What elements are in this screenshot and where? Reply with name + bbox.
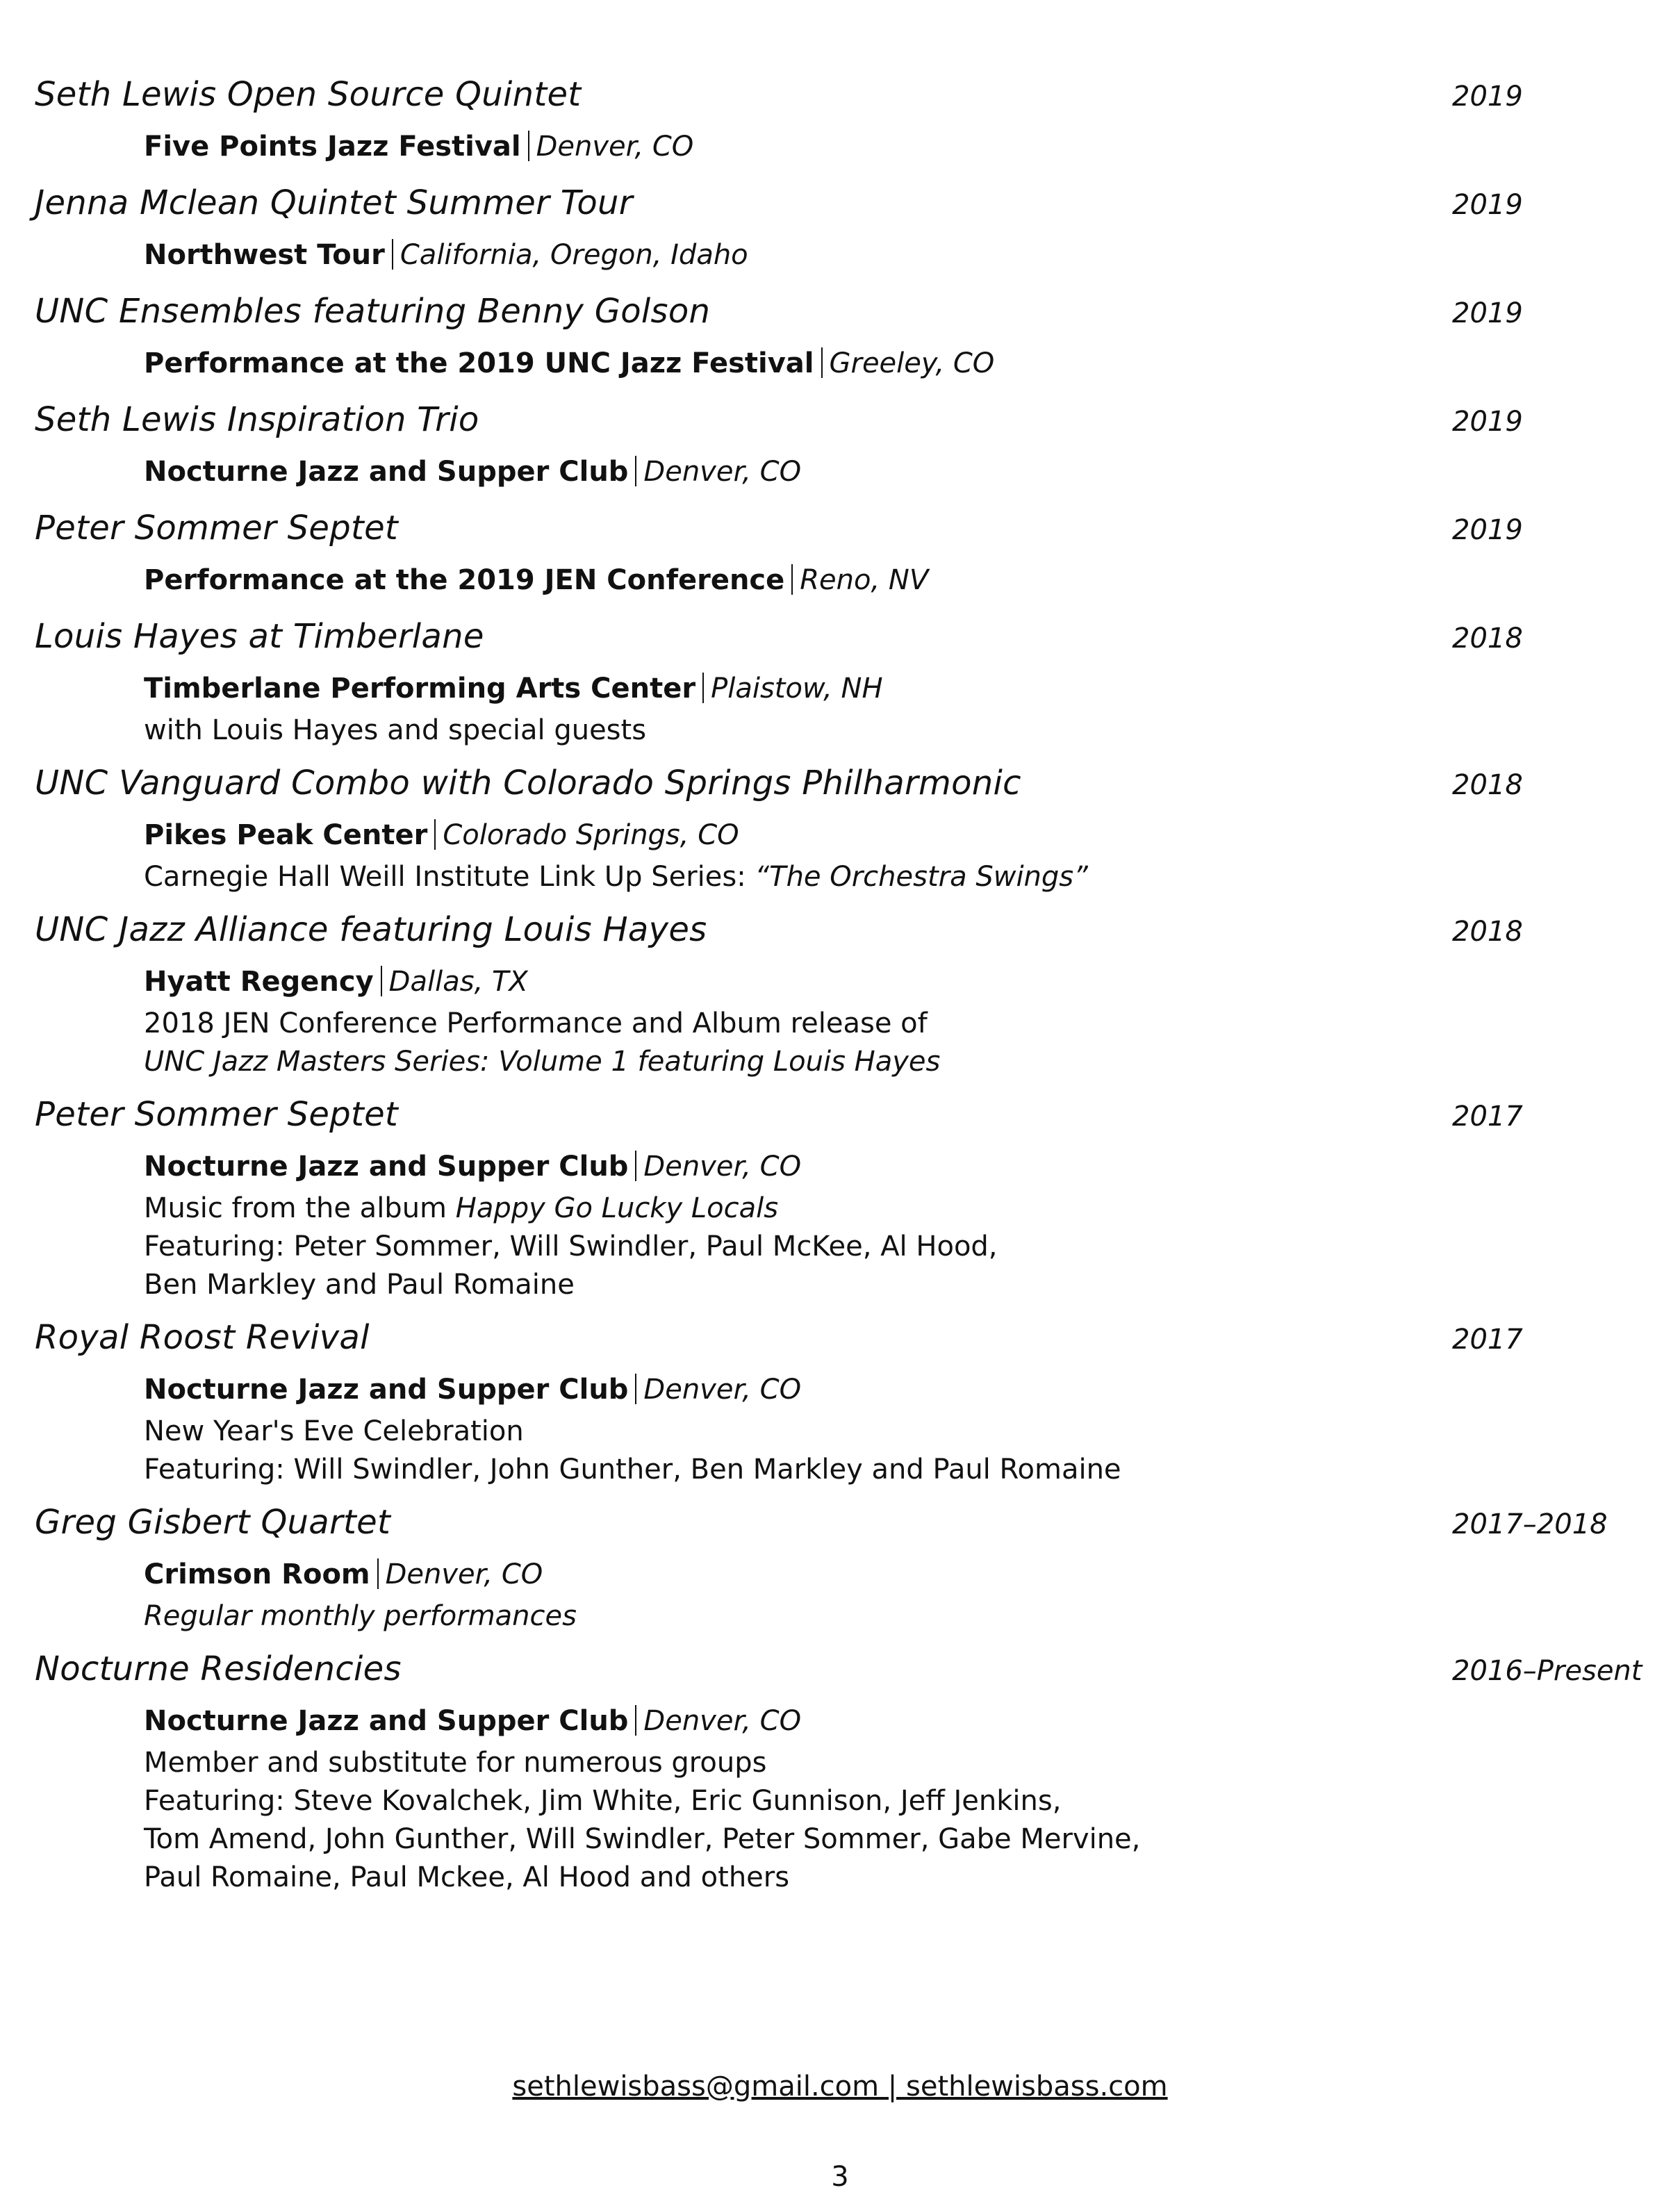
divider bbox=[635, 1151, 636, 1181]
entry-title: Peter Sommer Septet bbox=[35, 509, 399, 548]
divider bbox=[377, 1558, 379, 1589]
venue-line bbox=[144, 812, 1661, 858]
entry-detail-line bbox=[144, 1744, 1661, 1782]
entry-title: Nocturne Residencies bbox=[35, 1649, 402, 1688]
venue-line bbox=[144, 1552, 1661, 1597]
divider bbox=[635, 1374, 636, 1404]
entry-year: 2019 bbox=[1452, 189, 1523, 221]
entry-detail-line bbox=[144, 1413, 1661, 1451]
performance-entry bbox=[35, 75, 1661, 170]
entry-detail-line bbox=[144, 1820, 1661, 1859]
entry-detail-line bbox=[144, 1782, 1661, 1820]
entry-detail-line bbox=[144, 1266, 1661, 1304]
venue-location: Plaistow, NH bbox=[711, 673, 883, 705]
page-number: 3 bbox=[831, 2161, 849, 2193]
entry-header bbox=[35, 183, 1661, 232]
entry-detail-line bbox=[144, 1859, 1661, 1897]
divider bbox=[791, 564, 793, 595]
venue-name: Nocturne Jazz and Supper Club bbox=[144, 1705, 629, 1737]
entry-year: 2019 bbox=[1452, 81, 1523, 113]
divider bbox=[434, 819, 436, 850]
entry-detail-line bbox=[144, 858, 1661, 896]
entry-header bbox=[35, 400, 1661, 449]
entry-year: 2016–Present bbox=[1452, 1655, 1642, 1687]
performance-entry bbox=[35, 764, 1661, 896]
entry-title: UNC Jazz Alliance featuring Louis Hayes bbox=[35, 910, 707, 949]
entry-year: 2019 bbox=[1452, 406, 1523, 438]
venue-name: Northwest Tour bbox=[144, 239, 385, 271]
performance-entry bbox=[35, 617, 1661, 750]
entry-title: Greg Gisbert Quartet bbox=[35, 1503, 391, 1542]
entry-header bbox=[35, 764, 1661, 812]
entry-title: Seth Lewis Inspiration Trio bbox=[35, 400, 479, 439]
venue-name: Five Points Jazz Festival bbox=[144, 131, 521, 163]
entry-header bbox=[35, 1649, 1661, 1698]
performance-entry bbox=[35, 400, 1661, 495]
entry-year: 2018 bbox=[1452, 623, 1523, 655]
detail-text: Featuring: Steve Kovalchek, Jim White, Eric Gunnison, Jeff Jenkins, bbox=[144, 1785, 1062, 1817]
divider bbox=[381, 966, 382, 996]
detail-text: with Louis Hayes and special guests bbox=[144, 714, 647, 746]
performance-entry bbox=[35, 1649, 1661, 1897]
venue-name: Performance at the 2019 JEN Conference bbox=[144, 564, 785, 596]
entry-year: 2019 bbox=[1452, 514, 1523, 546]
venue-location: California, Oregon, Idaho bbox=[400, 239, 748, 271]
divider bbox=[821, 347, 823, 378]
venue-line bbox=[144, 1144, 1661, 1190]
entry-title: UNC Vanguard Combo with Colorado Springs Philharmonic bbox=[35, 764, 1021, 803]
entry-title: Peter Sommer Septet bbox=[35, 1095, 399, 1134]
detail-italic-text: Regular monthly performances bbox=[144, 1600, 577, 1632]
performance-entry bbox=[35, 1503, 1661, 1636]
venue-location: Colorado Springs, CO bbox=[443, 819, 739, 851]
venue-location: Denver, CO bbox=[643, 1705, 802, 1737]
venue-name: Performance at the 2019 UNC Jazz Festival bbox=[144, 347, 814, 379]
entry-year: 2017 bbox=[1452, 1101, 1523, 1133]
entry-header bbox=[35, 292, 1661, 340]
performance-entry bbox=[35, 292, 1661, 386]
entry-year: 2018 bbox=[1452, 769, 1523, 801]
detail-text: Featuring: Peter Sommer, Will Swindler, Paul McKee, Al Hood, bbox=[144, 1231, 998, 1262]
entry-detail-line bbox=[144, 1228, 1661, 1266]
venue-name: Hyatt Regency bbox=[144, 966, 374, 998]
performance-entry bbox=[35, 509, 1661, 603]
performance-entry bbox=[35, 910, 1661, 1081]
entry-title: Royal Roost Revival bbox=[35, 1318, 370, 1357]
venue-name: Nocturne Jazz and Supper Club bbox=[144, 1374, 629, 1406]
entry-detail-line bbox=[144, 1043, 1661, 1081]
detail-text: Tom Amend, John Gunther, Will Swindler, Peter Sommer, Gabe Mervine, bbox=[144, 1823, 1141, 1855]
venue-line bbox=[144, 1698, 1661, 1744]
venue-location: Denver, CO bbox=[385, 1558, 543, 1590]
detail-italic-text: UNC Jazz Masters Series: Volume 1 featuring Louis Hayes bbox=[144, 1046, 941, 1078]
detail-text: Music from the album bbox=[144, 1192, 456, 1224]
venue-location: Denver, CO bbox=[643, 1151, 802, 1183]
entry-year: 2017–2018 bbox=[1452, 1508, 1608, 1540]
venue-line bbox=[144, 666, 1661, 711]
entry-header bbox=[35, 1318, 1661, 1367]
entry-detail-line bbox=[144, 1005, 1661, 1043]
divider bbox=[392, 239, 393, 270]
venue-line bbox=[144, 449, 1661, 495]
entry-header bbox=[35, 617, 1661, 666]
entry-title: Louis Hayes at Timberlane bbox=[35, 617, 484, 656]
entry-detail-line bbox=[144, 1451, 1661, 1489]
venue-location: Denver, CO bbox=[536, 131, 694, 163]
entry-title: UNC Ensembles featuring Benny Golson bbox=[35, 292, 711, 331]
venue-location: Reno, NV bbox=[800, 564, 929, 596]
divider bbox=[702, 673, 704, 703]
venue-line bbox=[144, 124, 1661, 170]
venue-name: Pikes Peak Center bbox=[144, 819, 428, 851]
entry-header bbox=[35, 75, 1661, 124]
detail-text: Featuring: Will Swindler, John Gunther, Ben Markley and Paul Romaine bbox=[144, 1454, 1121, 1486]
venue-location: Denver, CO bbox=[643, 1374, 802, 1406]
venue-name: Timberlane Performing Arts Center bbox=[144, 673, 696, 705]
entry-detail-line bbox=[144, 1190, 1661, 1228]
detail-text: Member and substitute for numerous groups bbox=[144, 1747, 767, 1779]
footer-contact bbox=[0, 2071, 1680, 2103]
entry-detail-line bbox=[144, 711, 1661, 750]
detail-italic-text: Happy Go Lucky Locals bbox=[455, 1192, 779, 1224]
performance-entry bbox=[35, 183, 1661, 278]
venue-line bbox=[144, 557, 1661, 603]
detail-text: Ben Markley and Paul Romaine bbox=[144, 1269, 575, 1301]
entry-title: Seth Lewis Open Source Quintet bbox=[35, 75, 582, 114]
detail-italic-text: “The Orchestra Swings” bbox=[755, 861, 1088, 893]
divider bbox=[528, 131, 529, 161]
performance-entry bbox=[35, 1095, 1661, 1304]
venue-line bbox=[144, 232, 1661, 278]
divider bbox=[635, 1705, 636, 1736]
detail-text: Paul Romaine, Paul Mckee, Al Hood and others bbox=[144, 1861, 790, 1893]
contact-links[interactable]: sethlewisbass@gmail.com | sethlewisbass.com bbox=[512, 2071, 1168, 2103]
entry-header bbox=[35, 910, 1661, 959]
venue-location: Greeley, CO bbox=[829, 347, 995, 379]
venue-line bbox=[144, 1367, 1661, 1413]
detail-text: 2018 JEN Conference Performance and Album release of bbox=[144, 1007, 928, 1039]
entry-header bbox=[35, 1503, 1661, 1552]
venue-line bbox=[144, 959, 1661, 1005]
venue-name: Crimson Room bbox=[144, 1558, 370, 1590]
detail-text: New Year's Eve Celebration bbox=[144, 1415, 524, 1447]
entry-header bbox=[35, 509, 1661, 557]
divider bbox=[635, 456, 636, 486]
venue-line bbox=[144, 340, 1661, 386]
entry-title: Jenna Mclean Quintet Summer Tour bbox=[35, 183, 633, 222]
performance-list bbox=[35, 75, 1661, 1911]
detail-text: Carnegie Hall Weill Institute Link Up Series: bbox=[144, 861, 755, 893]
venue-name: Nocturne Jazz and Supper Club bbox=[144, 1151, 629, 1183]
entry-year: 2019 bbox=[1452, 297, 1523, 329]
entry-year: 2018 bbox=[1452, 916, 1523, 948]
entry-header bbox=[35, 1095, 1661, 1144]
venue-name: Nocturne Jazz and Supper Club bbox=[144, 456, 629, 488]
performance-entry bbox=[35, 1318, 1661, 1489]
entry-year: 2017 bbox=[1452, 1324, 1523, 1356]
venue-location: Dallas, TX bbox=[388, 966, 528, 998]
venue-location: Denver, CO bbox=[643, 456, 802, 488]
entry-detail-line bbox=[144, 1597, 1661, 1636]
